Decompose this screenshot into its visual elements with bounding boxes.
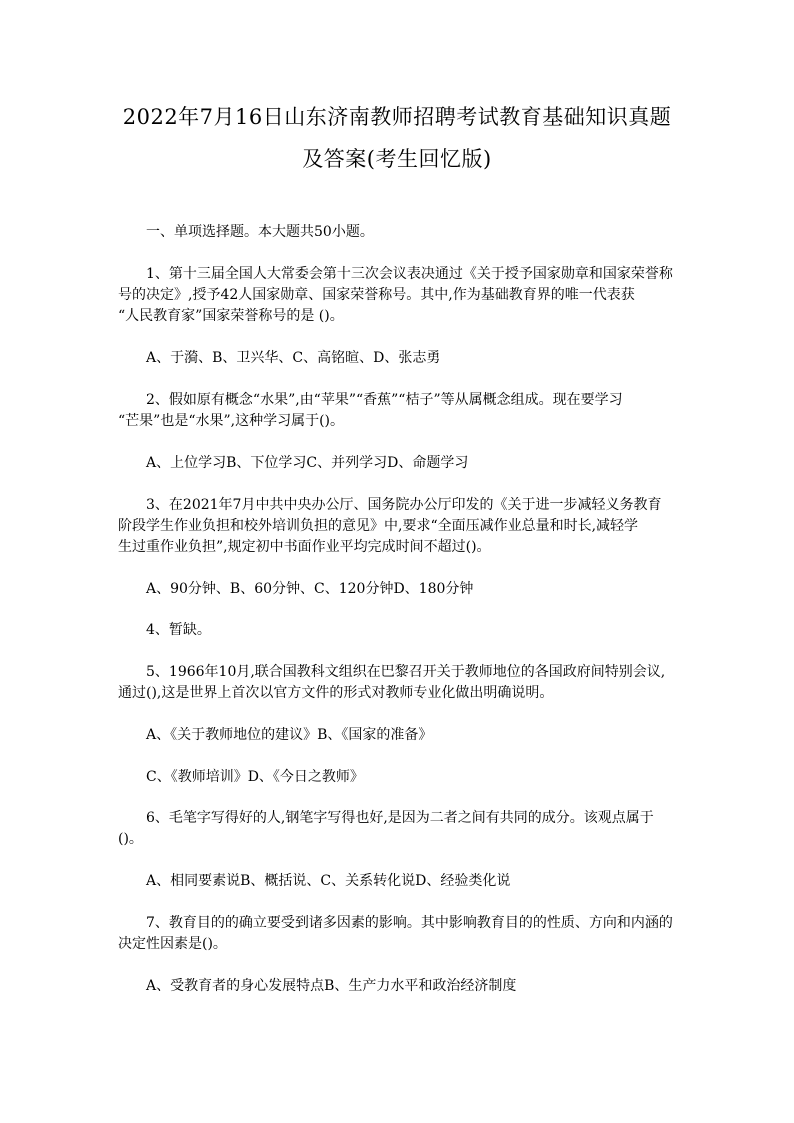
question-2-line-2: “芒果”也是“水果”,这种学习属于()。 — [118, 413, 345, 429]
question-5-options-2: C、《教师培训》D、《今日之教师》 — [146, 769, 364, 785]
question-7-line-1: 7、教育目的的确立要受到诸多因素的影响。其中影响教育目的的性质、方向和内涵的 — [146, 915, 673, 931]
question-4-line-1: 4、暂缺。 — [146, 622, 211, 638]
question-2-options: A、上位学习B、下位学习C、并列学习D、命题学习 — [146, 455, 469, 471]
question-1-line-3: “人民教育家”国家荣誉称号的是 ()。 — [118, 308, 344, 324]
question-3-line-1: 3、在2021年7月中共中央办公厅、国务院办公厅印发的《关于进一步减轻义务教育 — [146, 497, 662, 513]
question-2-line-1: 2、假如原有概念“水果”,由“苹果”“香蕉”“桔子”等从属概念组成。现在要学习 — [146, 392, 623, 408]
document-title-line-2: 及答案(考生回忆版) — [302, 147, 492, 171]
section-heading: 一、单项选择题。本大题共50小题。 — [146, 224, 374, 240]
question-6-line-2: ()。 — [118, 831, 143, 847]
question-1-line-1: 1、第十三届全国人大常委会第十三次会议表决通过《关于授予国家勋章和国家荣誉称 — [146, 266, 673, 282]
question-7-line-2: 决定性因素是()。 — [118, 936, 227, 952]
question-3-line-2: 阶段学生作业负担和校外培训负担的意见》中,要求“全面压减作业总量和时长,减轻学 — [118, 518, 639, 534]
question-6-options: A、相同要素说B、概括说、C、关系转化说D、经验类化说 — [146, 873, 511, 889]
document-title-line-1: 2022年7月16日山东济南教师招聘考试教育基础知识真题 — [122, 105, 672, 129]
question-6-line-1: 6、毛笔字写得好的人,钢笔字写得也好,是因为二者之间有共同的成分。该观点属于 — [146, 810, 654, 826]
question-3-line-3: 生过重作业负担”,规定初中书面作业平均完成时间不超过()。 — [118, 539, 491, 555]
question-5-line-1: 5、1966年10月,联合国教科文组织在巴黎召开关于教师地位的各国政府间特别会议, — [146, 664, 666, 680]
question-5-options-1: A、《关于教师地位的建议》B、《国家的准备》 — [146, 727, 433, 743]
question-1-line-2: 号的决定》,授予42人国家勋章、国家荣誉称号。其中,作为基础教育界的唯一代表获 — [118, 287, 635, 303]
question-1-options: A、于漪、B、卫兴华、C、高铭暄、D、张志勇 — [146, 350, 441, 366]
question-3-options: A、90分钟、B、60分钟、C、120分钟D、180分钟 — [146, 581, 474, 597]
question-5-line-2: 通过(),这是世界上首次以官方文件的形式对教师专业化做出明确说明。 — [118, 685, 554, 701]
question-7-options: A、受教育者的身心发展特点B、生产力水平和政治经济制度 — [146, 978, 517, 994]
